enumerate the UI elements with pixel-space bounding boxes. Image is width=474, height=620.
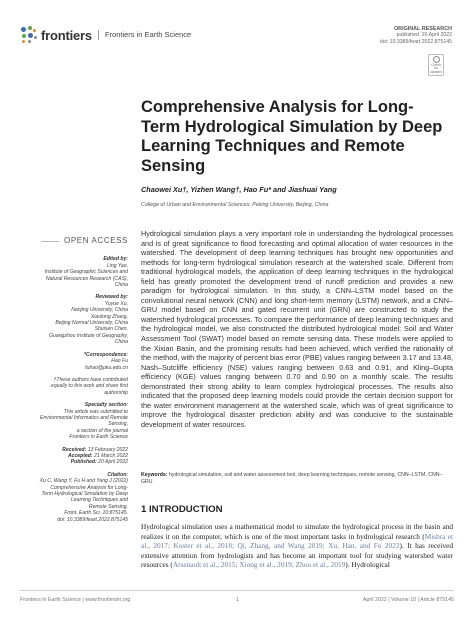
specialty-line: Environmental Informatics and Remote: [39, 414, 128, 421]
editor-line: China: [114, 282, 128, 289]
reviewer-line[interactable]: Xiaolong Zhang,: [90, 313, 128, 320]
citation-doi[interactable]: doi: 10.3389/feart.2022.875145: [57, 516, 128, 523]
reviewer-line[interactable]: Yuyue Xu,: [104, 300, 128, 307]
footer-volume-info: April 2022 | Volume 10 | Article 875145: [362, 597, 454, 603]
editor-line: Institute of Geographic Sciences and: [44, 269, 128, 276]
received-label: Received:: [62, 446, 87, 453]
sidebar: [20, 238, 128, 529]
specialty-line: Frontiers in Earth Science: [69, 434, 128, 441]
badge-label: Check for updates: [429, 62, 443, 74]
keywords-label: Keywords:: [141, 472, 168, 478]
brand-name: frontiers: [41, 27, 92, 43]
article-title: Comprehensive Analysis for Long-Term Hydrological Simulation by Deep Learning Techniques and Remote Sensing: [141, 98, 443, 175]
citation-link[interactable]: Mishra et al., 2017; Koster et al., 2018; Qi, Zhang, and Wang 2019; Xu, Han, and Fu 2022: [141, 531, 453, 550]
update-icon: [433, 56, 440, 63]
check-for-updates-badge[interactable]: [428, 54, 444, 76]
article-type: ORIGINAL RESEARCH: [393, 26, 452, 32]
intro-text: Hydrological simulation uses a mathematical model to simulate the hydrological process in the basin and realizes it on the computer, which is one of the most important tasks in hydrological research (: [141, 522, 453, 541]
citation-line: Remote Sensing.: [88, 503, 128, 510]
citation-line: Front. Earth Sci. 10:875145.: [64, 510, 128, 517]
reviewer-line: China: [114, 339, 128, 346]
reviewed-by-heading: Reviewed by:: [95, 294, 128, 301]
published-date: published: 20 April 2022: [396, 32, 452, 39]
accepted-value: 21 March 2022: [94, 452, 128, 459]
note-line: authorship: [104, 389, 128, 396]
introduction-paragraph: [141, 522, 453, 570]
keywords: [141, 472, 453, 486]
published-value: 20 April 2022: [98, 459, 128, 466]
frontiers-logo[interactable]: [20, 26, 191, 44]
edited-by-section: [20, 256, 128, 288]
editor-line[interactable]: Ling Yao,: [106, 262, 128, 269]
intro-text: ). It has received extensive attention from hydrologists and has become an important tool for studying watershed water resources (: [141, 541, 453, 569]
reviewer-line: Nanjing University, China: [71, 307, 128, 314]
note-line: †These authors have contributed: [53, 376, 128, 383]
editor-line: Natural Resources Research (CAS),: [45, 275, 128, 282]
published-date-sidebar: [20, 459, 128, 465]
correspondence-name: Hao Fu: [111, 358, 128, 365]
intro-text: ). Hydrological: [345, 560, 390, 569]
correspondence-email[interactable]: fuhao@pku.edu.cn: [85, 364, 128, 371]
citation-section: [20, 472, 128, 523]
footer-divider: [20, 590, 454, 591]
section-heading-introduction: 1 INTRODUCTION: [141, 504, 223, 515]
correspondence-section: [20, 352, 128, 371]
article-dates: [20, 447, 128, 466]
journal-name[interactable]: Frontiers in Earth Science: [98, 30, 191, 40]
doi-link[interactable]: doi: 10.3389/feart.2022.875145: [379, 38, 452, 45]
accepted-label: Accepted:: [67, 452, 93, 459]
open-access-divider: [41, 241, 59, 242]
affiliation: College of Urban and Environmental Sciences, Peking University, Beijing, China: [141, 202, 329, 208]
reviewer-line: Guangzhou Institute of Geography,: [49, 332, 128, 339]
citation-line: Comprehensive Analysis for Long-: [50, 484, 128, 491]
article-meta: [380, 26, 452, 45]
specialty-line: Sensing,: [108, 421, 128, 428]
edited-by-heading: Edited by:: [103, 256, 128, 263]
page-number: 1: [236, 597, 239, 603]
footer-journal-link[interactable]: Frontiers in Earth Science | www.frontiersin.org: [20, 597, 131, 603]
specialty-section: [20, 402, 128, 440]
open-access-text: OPEN ACCESS: [64, 236, 128, 245]
keywords-list: hydrological simulation, soil and water assessment tool, deep learning techniques, remote sensing, CNN–LSTM, CNN–GRU: [141, 472, 443, 485]
citation-line: Xu C, Wang Y, Fu H and Yang J (2022): [39, 478, 128, 485]
reviewer-line[interactable]: Shuisen Chen,: [94, 326, 128, 333]
citation-heading: Citation:: [107, 471, 128, 478]
citation-line: Term Hydrological Simulation by Deep: [41, 491, 128, 497]
specialty-line: This article was submitted to: [63, 408, 128, 415]
note-line: equally to this work and share first: [50, 383, 128, 390]
specialty-line: a section of the journal: [76, 427, 128, 434]
reviewed-by-section: [20, 294, 128, 345]
equal-contribution-note: [20, 377, 128, 396]
frontiers-logo-icon: [20, 26, 38, 44]
correspondence-heading: *Correspondence:: [83, 351, 128, 358]
abstract: Hydrological simulation plays a very important role in understanding the hydrological processes and is of great significance to flood forecasting and optimal allocation of water resources in the watershed. The development of deep learning techniques has brought new opportunities and methods for long-term hydrological simulation research at the watershed scale. Different from traditional hydrological models, the application of deep learning techniques in the hydrological field has greatly promoted the development trend of runoff prediction and provides a new paradigm for hydrological simulation. In this study, a CNN–LSTM model based on the convolutional neural network (CNN) and long short-term memory (LSTM) network, and a CNN–GRU model based on CNN and gated recurrent unit (GRN) are constructed to study the watershed hydrological processes. To compare the performance of deep learning techniques and the hydrological model, we also constructed the distributed hydrological model: Soil and Water Assessment Tool (SWAT) model based on remote sensing data. These models were applied to the Xixian Basin, and the promising results had been achieved, which verified the rationality of the method, with the majority of percent bias error (PBE) values ranging between 3.17 and 13.48, Nash–Sutcliffe efficiency (NSE) values ranging between 0.63 and 0.91, and Kling–Gupta efficiency (KGE) values ranging between 0.70 and 0.90 on a monthly scale. The results demonstrated their strong ability to learn complex hydrological processes. The results also indicated that the proposed deep learning models could provide the certain decision support for the water environment management at the watershed scale, which was of great significance to improve the hydrological disaster prediction ability and was conducive to the sustainable development of water resources.: [141, 229, 453, 429]
open-access-label: [20, 238, 128, 244]
citation-link[interactable]: Arsenault et al., 2015; Xiong et al., 2019; Zhou et al., 2019: [172, 560, 346, 569]
published-label: Published:: [70, 459, 97, 466]
author-list[interactable]: Chaowei Xu†, Yizhen Wang†, Hao Fu* and Jiashuai Yang: [141, 185, 337, 194]
citation-line: Learning Techniques and: [70, 497, 128, 504]
specialty-heading: Specialty section:: [84, 402, 128, 409]
reviewer-line: Beijing Normal University, China: [55, 320, 128, 327]
received-value: 13 February 2022: [87, 446, 128, 453]
